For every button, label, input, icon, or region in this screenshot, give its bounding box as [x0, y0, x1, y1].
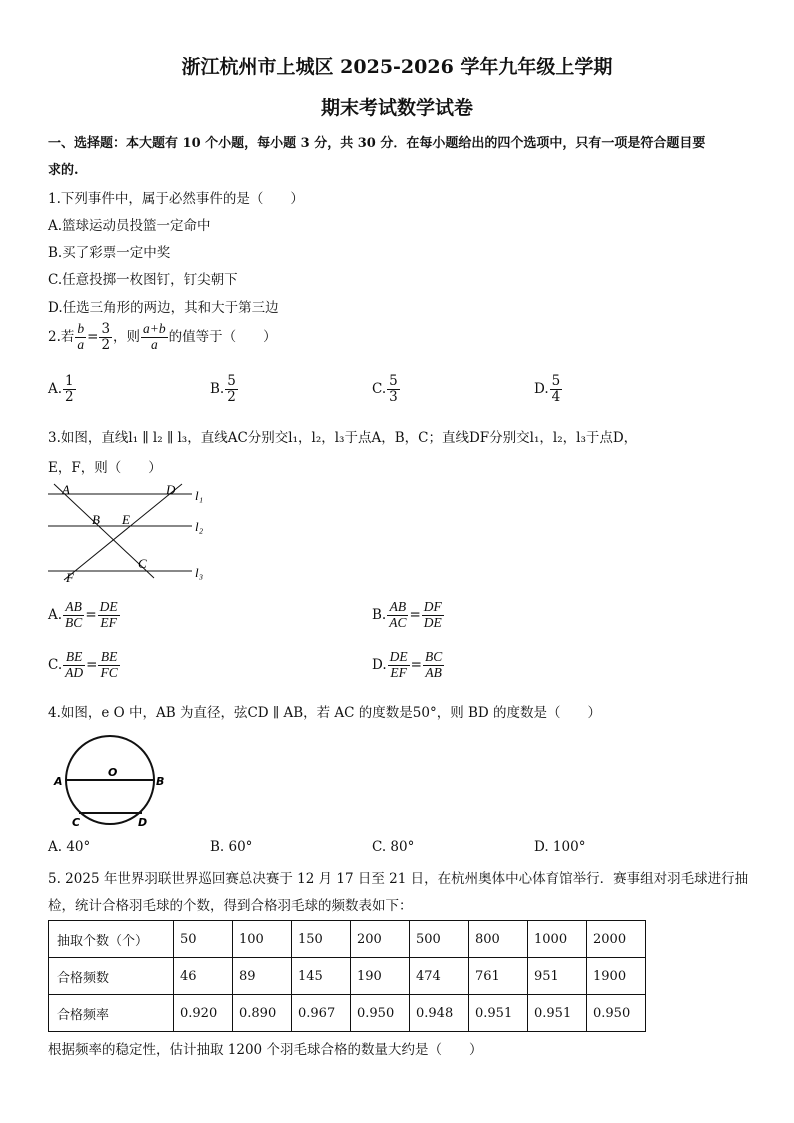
- q3-opt-d-n2: BC: [424, 649, 443, 664]
- q2-opt-a-den: 2: [65, 388, 74, 405]
- q3-opt-d-n1: DE: [389, 649, 408, 664]
- q3-opt-c-d1: AD: [65, 664, 84, 680]
- q1-option-a: A.篮球运动员投篮一定命中: [48, 218, 211, 234]
- q1-option-d: D.任选三角形的两边，其和大于第三边: [48, 300, 279, 316]
- q5-stem-line1: 5. 2025 年世界羽联世界巡回赛总决赛于 12 月 17 日至 21 日，在杭州奥体中心体育馆举行．赛事组对羽毛球进行抽: [48, 871, 749, 887]
- q5-question: 根据频率的稳定性，估计抽取 1200 个羽毛球合格的数量大约是（ ）: [48, 1042, 483, 1058]
- q3-opt-c-d2: FC: [100, 664, 118, 680]
- label-b: B: [156, 775, 165, 788]
- q3-stem-line1: 3.如图，直线l₁ ∥ l₂ ∥ l₃，直线AC分别交l₁，l₂，l₃于点A，B，C；直线DF分别交l₁，l₂，l₃于点D，: [48, 430, 638, 446]
- q2-f2-num: 3: [101, 321, 111, 337]
- q3-opt-a-d1: BC: [65, 614, 83, 630]
- q2-equals: =: [87, 328, 99, 345]
- q3-parallel-lines-figure: [40, 480, 220, 588]
- q4-option-b: B. 60°: [210, 839, 253, 855]
- q2-option-a: [48, 374, 77, 405]
- table-cell: 951: [528, 958, 587, 995]
- table-row: [49, 995, 646, 1032]
- table-cell: 1900: [587, 958, 646, 995]
- q3-opt-b-d1: AC: [389, 614, 407, 630]
- q2-f3-num: a+b: [143, 321, 166, 336]
- q1-option-c: C.任意投掷一枚图钉，钉尖朝下: [48, 272, 238, 288]
- table-row: [49, 958, 646, 995]
- q4-option-a: A. 40°: [48, 839, 91, 855]
- q2-prefix: 2.若: [48, 328, 75, 345]
- q3-opt-b-d2: DE: [423, 614, 442, 630]
- q2-fraction-sum: [141, 322, 168, 353]
- table-cell: 0.890: [233, 995, 292, 1032]
- q1-option-b: B.买了彩票一定中奖: [48, 245, 171, 261]
- q1-stem: 1.下列事件中，属于必然事件的是（ ）: [48, 191, 304, 207]
- q2-stem: [48, 322, 277, 353]
- table-cell: 0.950: [587, 995, 646, 1032]
- table-cell: 761: [469, 958, 528, 995]
- q3-opt-c-label: C.: [48, 656, 63, 673]
- q3-opt-a-label: A.: [48, 606, 63, 623]
- q3-option-a: A. $\frac{AB}{BC}$ = $\frac{DE}{EF}$: [48, 599, 118, 630]
- q3-opt-d-d2: AB: [425, 664, 442, 680]
- q4-option-c: C. 80°: [372, 839, 415, 855]
- q2-f1-num: b: [77, 321, 85, 336]
- q2-opt-a-label: A.: [48, 380, 63, 397]
- q3-opt-c-n2: BE: [98, 650, 119, 666]
- label-d: D: [138, 816, 148, 829]
- q2-opt-c-label: C.: [372, 380, 387, 397]
- q3-option-d: D. $\frac{DE}{EF}$ = $\frac{BC}{AB}$: [372, 649, 443, 680]
- q3-opt-b-n1: AB: [387, 600, 408, 616]
- q2-opt-d-den: 4: [551, 388, 561, 405]
- q3-opt-b-label: B.: [372, 606, 387, 623]
- label-l2: l₂: [195, 519, 204, 534]
- table-cell: 474: [410, 958, 469, 995]
- q3-opt-a-n2: DE: [99, 599, 118, 614]
- row-header: 合格频数: [49, 958, 174, 995]
- table-cell: 145: [292, 958, 351, 995]
- q2-opt-b-label: B.: [210, 380, 225, 397]
- table-cell: 0.950: [351, 995, 410, 1032]
- q2-opt-c-den: 3: [389, 388, 398, 405]
- q2-suffix: 的值等于（ ）: [168, 328, 277, 345]
- table-cell: 0.967: [292, 995, 351, 1032]
- table-cell: 0.951: [528, 995, 587, 1032]
- label-l3: l₃: [195, 565, 204, 580]
- q2-f2-den: 2: [101, 336, 111, 353]
- q3-option-b: B. $\frac{AB}{AC}$ = $\frac{DF}{DE}$: [372, 599, 442, 630]
- q3-opt-b-n2: DF: [423, 599, 442, 614]
- q2-opt-b-den: 2: [227, 388, 236, 405]
- table-cell: 190: [351, 958, 410, 995]
- table-cell: 500: [410, 921, 469, 958]
- q3-opt-a-n1: AB: [63, 600, 84, 616]
- q2-opt-d-num: 5: [551, 373, 561, 389]
- row-header: 合格频率: [49, 995, 174, 1032]
- table-cell: 0.951: [469, 995, 528, 1032]
- q3-stem-line2: E，F，则（ ）: [48, 460, 162, 476]
- label-b: B: [92, 512, 100, 527]
- label-f: F: [66, 570, 74, 585]
- q2-opt-d-label: D.: [534, 380, 549, 397]
- table-row: [49, 921, 646, 958]
- q2-fraction-b-over-a: [75, 322, 86, 353]
- label-d: D: [166, 482, 176, 497]
- section-instruction: 一、选择题：本大题有 10 个小题，每小题 3 分，共 30 分．在每小题给出的四个选项中，只有一项是符合题目要: [48, 136, 706, 151]
- table-cell: 2000: [587, 921, 646, 958]
- table-cell: 1000: [528, 921, 587, 958]
- table-cell: 0.920: [174, 995, 233, 1032]
- q4-circle-figure: [46, 730, 176, 830]
- table-cell: 200: [351, 921, 410, 958]
- q2-opt-b-num: 5: [227, 373, 236, 389]
- label-l1: l₁: [195, 488, 204, 503]
- page-subtitle: 期末考试数学试卷: [320, 97, 473, 119]
- label-c: C: [72, 816, 81, 829]
- row-header: 抽取个数（个）: [49, 921, 174, 958]
- q3-opt-d-d1: EF: [390, 664, 407, 680]
- section-instruction-cont: 求的.: [48, 163, 79, 178]
- page-title: 浙江杭州市上城区 2025-2026 学年九年级上学期: [181, 56, 613, 78]
- table-cell: 50: [174, 921, 233, 958]
- label-o: O: [108, 766, 118, 779]
- q5-stem-line2: 检，统计合格羽毛球的个数，得到合格羽毛球的频数表如下：: [48, 898, 413, 914]
- q3-opt-d-label: D.: [372, 656, 387, 673]
- q2-f1-den: a: [77, 336, 85, 352]
- q2-f3-den: a: [150, 336, 158, 352]
- table-cell: 46: [174, 958, 233, 995]
- q3-option-c: C. $\frac{BE}{AD}$ = $\frac{BE}{FC}$: [48, 649, 118, 680]
- table-cell: 89: [233, 958, 292, 995]
- line-df: [64, 484, 182, 580]
- q3-opt-a-d2: EF: [100, 614, 117, 630]
- q2-mid: ，则: [113, 328, 141, 345]
- q2-fraction-3-over-2: [99, 322, 112, 353]
- label-c: C: [138, 556, 147, 571]
- label-a: A: [54, 775, 63, 788]
- label-a: A: [62, 482, 70, 497]
- q2-option-d: [534, 374, 563, 405]
- q4-stem: 4.如图，e O 中，AB 为直径，弦CD ∥ AB，若 AC 的度数是50°，则 BD 的度数是（ ）: [48, 705, 602, 721]
- table-cell: 800: [469, 921, 528, 958]
- q2-option-c: [372, 374, 401, 405]
- table-cell: 0.948: [410, 995, 469, 1032]
- q2-option-b: [210, 374, 239, 405]
- table-cell: 100: [233, 921, 292, 958]
- label-e: E: [122, 512, 130, 527]
- q2-opt-c-num: 5: [389, 373, 398, 389]
- q4-option-d: D. 100°: [534, 839, 586, 855]
- q2-opt-a-num: 1: [65, 373, 74, 389]
- frequency-table: [48, 920, 646, 1032]
- q3-opt-c-n1: BE: [63, 650, 85, 666]
- table-cell: 150: [292, 921, 351, 958]
